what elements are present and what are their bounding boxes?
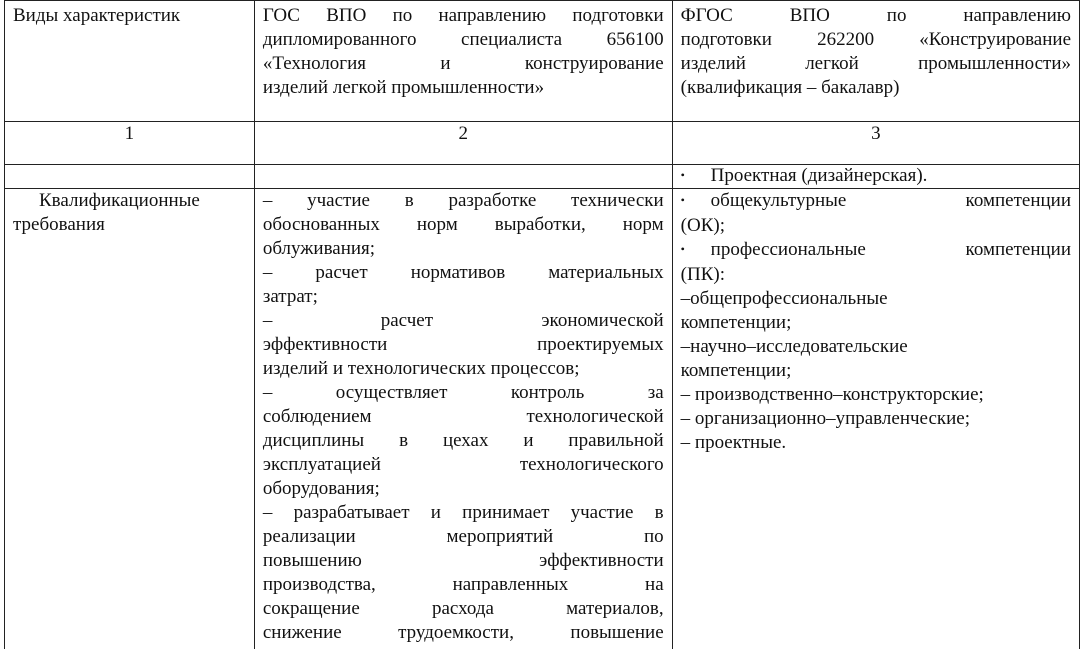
list-item bbox=[681, 189, 1071, 214]
header-cell-fgos-vpo bbox=[672, 1, 1079, 122]
requirement-line: изделий и технологических процессов; bbox=[262, 358, 580, 379]
header-col2-line: ГОС ВПО по направлению подготовки bbox=[262, 5, 664, 26]
header-cell-characteristics bbox=[5, 1, 255, 122]
requirement-line: – расчет экономической bbox=[262, 310, 664, 331]
list-item-text: профессиональные компетенции bbox=[710, 239, 1071, 260]
column-number-row bbox=[5, 122, 1080, 165]
activity-type-cell bbox=[672, 165, 1079, 189]
header-col3-line: (квалификация – бакалавр) bbox=[680, 77, 900, 98]
header-cell-gos-vpo bbox=[254, 1, 672, 122]
list-item bbox=[681, 165, 1071, 188]
header-col2-line: дипломированного специалиста 656100 bbox=[262, 29, 664, 50]
empty-cell bbox=[254, 165, 672, 189]
header-col3-line: подготовки 262200 «Конструирование bbox=[680, 29, 1071, 50]
gos-requirements-cell bbox=[254, 189, 672, 650]
empty-cell bbox=[5, 165, 255, 189]
competence-line: – производственно–конструкторские; bbox=[680, 384, 984, 405]
qualification-label-cell bbox=[5, 189, 255, 650]
requirement-line: – осуществляет контроль за bbox=[262, 382, 664, 403]
bullet-icon: • bbox=[680, 168, 685, 182]
comparison-table bbox=[4, 0, 1080, 649]
table-row bbox=[5, 165, 1080, 189]
bullet-icon: • bbox=[680, 193, 685, 207]
table-row bbox=[5, 189, 1080, 650]
list-item-text: (ОК); bbox=[680, 215, 725, 236]
requirement-line: дисциплины в цехах и правильной bbox=[262, 430, 664, 451]
competence-line: компетенции; bbox=[680, 312, 792, 333]
requirement-line: снижение трудоемкости, повышение bbox=[262, 622, 664, 643]
requirement-line: – расчет нормативов материальных bbox=[262, 262, 664, 283]
requirement-line: сокращение расхода материалов, bbox=[262, 598, 664, 619]
list-item-text: Проектная (дизайнерская). bbox=[710, 165, 928, 186]
header-col3-line: ФГОС ВПО по направлению bbox=[680, 5, 1071, 26]
competence-line: компетенции; bbox=[680, 360, 792, 381]
requirement-line: оборудования; bbox=[262, 478, 380, 499]
bullet-icon: • bbox=[680, 242, 685, 256]
header-col2-line: «Технология и конструирование bbox=[262, 53, 664, 74]
competence-line: – проектные. bbox=[680, 432, 787, 453]
requirement-line: – разрабатывает и принимает участие в bbox=[262, 502, 664, 523]
requirement-line: соблюдением технологической bbox=[262, 406, 664, 427]
requirement-line: повышению эффективности bbox=[262, 550, 664, 571]
column-number-cell: 3 bbox=[672, 122, 1079, 165]
requirement-line: – участие в разработке технически bbox=[262, 190, 664, 211]
row-label-line: требования bbox=[13, 214, 105, 235]
requirement-line: обоснованных норм выработки, норм bbox=[262, 214, 664, 235]
requirement-line: производства, направленных на bbox=[262, 574, 664, 595]
column-number-cell: 1 bbox=[5, 122, 255, 165]
list-item-text: (ПК): bbox=[680, 264, 725, 285]
competence-line: –общепрофессиональные bbox=[680, 288, 888, 309]
fgos-competences-cell bbox=[672, 189, 1079, 650]
column-number-cell: 2 bbox=[254, 122, 672, 165]
row-label-line: Квалификационные bbox=[39, 190, 200, 211]
table-header-row bbox=[5, 1, 1080, 122]
requirement-line: затрат; bbox=[262, 286, 318, 307]
header-col3-line: изделий легкой промышленности» bbox=[680, 53, 1071, 74]
requirement-line: эффективности проектируемых bbox=[262, 334, 664, 355]
requirement-line: облуживания; bbox=[262, 238, 376, 259]
header-col2-line: изделий легкой промышленности» bbox=[262, 77, 545, 98]
requirement-line: эксплуатацией технологического bbox=[262, 454, 664, 475]
requirement-line: реализации мероприятий по bbox=[262, 526, 664, 547]
header-col1-text: Виды характеристик bbox=[13, 5, 181, 26]
list-item-text: общекультурные компетенции bbox=[710, 190, 1071, 211]
competence-line: – организационно–управленческие; bbox=[680, 408, 970, 429]
competence-line: –научно–исследовательские bbox=[680, 336, 908, 357]
list-item bbox=[681, 238, 1071, 263]
